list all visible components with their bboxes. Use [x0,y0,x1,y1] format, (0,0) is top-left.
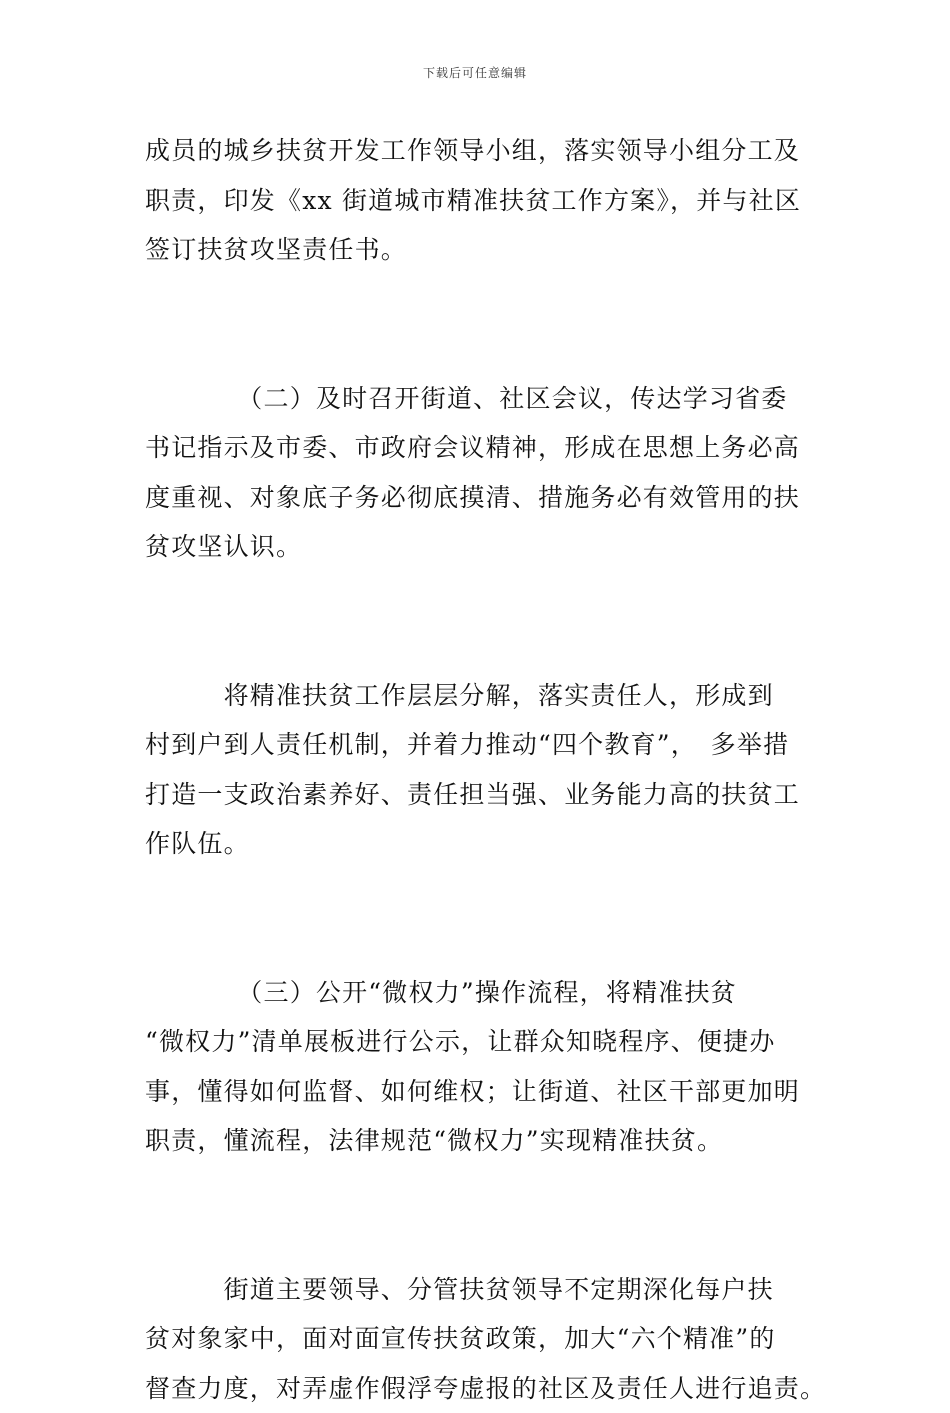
text-line: 职责，印发《xx 街道城市精准扶贫工作方案》，并与社区 [145,176,810,226]
paragraph-5 [145,1265,810,1413]
text-line: （二）及时召开街道、社区会议，传达学习省委 [145,374,810,424]
text-line: （三）公开“微权力”操作流程，将精准扶贫 [145,968,810,1018]
text-line: 成员的城乡扶贫开发工作领导小组，落实领导小组分工及 [145,126,810,176]
text-line: 将精准扶贫工作层层分解，落实责任人，形成到 [145,671,810,721]
text-line: 贫攻坚认识。 [145,522,810,572]
text-line: 督查力度，对弄虚作假浮夸虚报的社区及责任人进行追责。 [145,1364,810,1413]
text-line: 度重视、对象底子务必彻底摸清、措施务必有效管用的扶 [145,473,810,523]
text-line: 书记指示及市委、市政府会议精神，形成在思想上务必高 [145,423,810,473]
paragraph-gap [145,1166,810,1265]
text-line: 作队伍。 [145,819,810,869]
text-line: 村到户到人责任机制，并着力推动“四个教育”， 多举措 [145,720,810,770]
paragraph-gap [145,275,810,374]
document-body [145,126,810,1413]
paragraph-2 [145,374,810,572]
text-line: “微权力”清单展板进行公示，让群众知晓程序、便捷办 [145,1017,810,1067]
page-header: 下载后可任意编辑 [0,64,950,81]
paragraph-4 [145,968,810,1166]
text-line: 职责，懂流程，法律规范“微权力”实现精准扶贫。 [145,1116,810,1166]
paragraph-gap [145,869,810,968]
text-line: 打造一支政治素养好、责任担当强、业务能力高的扶贫工 [145,770,810,820]
text-line: 事，懂得如何监督、如何维权；让街道、社区干部更加明 [145,1067,810,1117]
paragraph-1 [145,126,810,275]
paragraph-3 [145,671,810,869]
text-line: 签订扶贫攻坚责任书。 [145,225,810,275]
paragraph-gap [145,572,810,671]
text-line: 贫对象家中，面对面宣传扶贫政策，加大“六个精准”的 [145,1314,810,1364]
text-line: 街道主要领导、分管扶贫领导不定期深化每户扶 [145,1265,810,1315]
